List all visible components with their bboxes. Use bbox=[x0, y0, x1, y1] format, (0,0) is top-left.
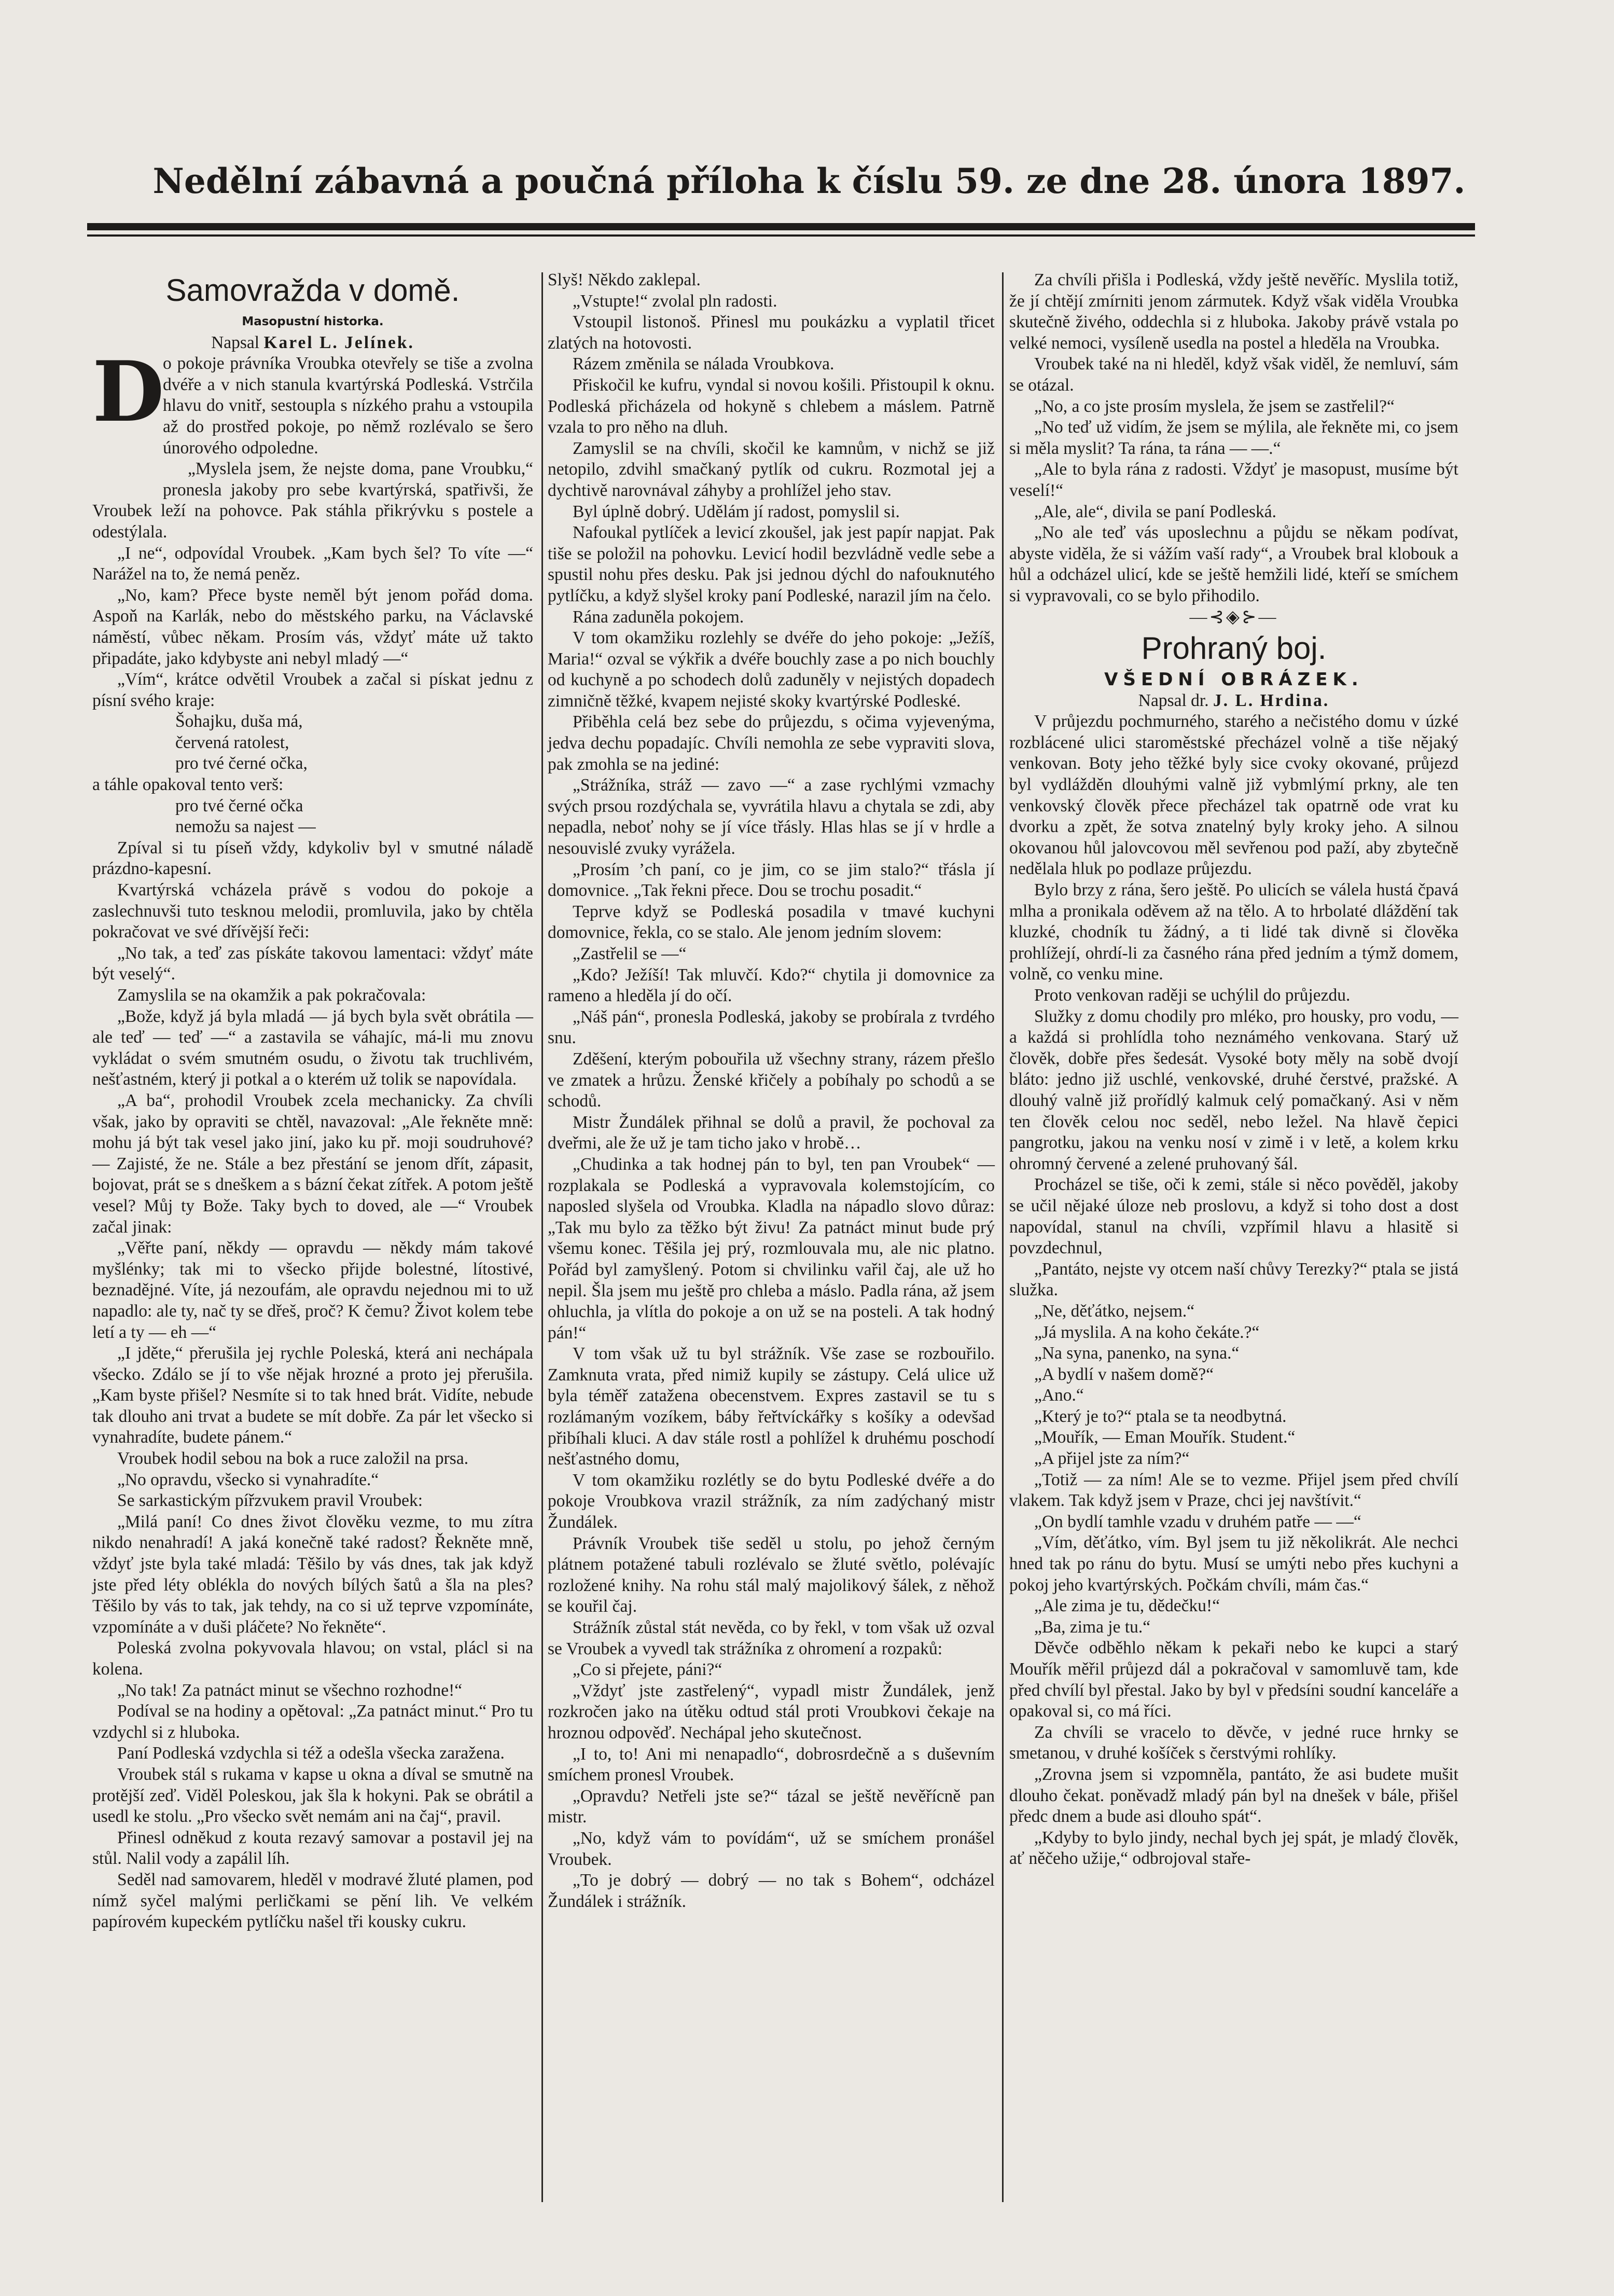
paragraph bbox=[548, 354, 995, 375]
paragraph-text: „Ale to byla rána z radosti. Vždyť je masopust, musíme být veselí!“ bbox=[1009, 460, 1458, 500]
masthead: Nedělní zábavná a poučná příloha k číslu 59. ze dne 28. února 1897. bbox=[152, 161, 1466, 201]
paragraph-text: „Ne, děťátko, nejsem.“ bbox=[1034, 1301, 1195, 1321]
paragraph bbox=[548, 607, 995, 628]
paragraph-text: Poleská zvolna pokyvovala hlavou; on vstal, plácl si na kolena. bbox=[92, 1638, 533, 1679]
paragraph bbox=[548, 628, 995, 712]
paragraph bbox=[92, 585, 533, 669]
paragraph bbox=[548, 1617, 995, 1659]
paragraph bbox=[92, 1828, 533, 1870]
paragraph bbox=[1009, 354, 1458, 396]
paragraph-text: pro tvé černé očka, bbox=[175, 754, 308, 773]
paragraph-text: „No, kam? Přece byste neměl být jenom pořád doma. Aspoň na Karlák, nebo do městského parku, na Václavské náměstí, vůbec někam. Prosím vás, vždyť máte už takto připadáte, jako kdybyste ani nebyl mladý —“ bbox=[92, 585, 533, 668]
paragraph bbox=[548, 712, 995, 775]
paragraph bbox=[1009, 1470, 1458, 1512]
story1-body-col2 bbox=[548, 270, 995, 1912]
paragraph-text: „No, a co jste prosím myslela, že jsem se zastřelil?“ bbox=[1034, 396, 1395, 416]
paragraph bbox=[92, 1090, 533, 1238]
paragraph-text: „Strážníka, stráž — zavo —“ a zase rychlými vzmachy svých prsou rozdýchala se, vyvrátila hlavu a chytala se zdi, aby nepadla, neboť nohy se jí více třásly. Hlas hlas se jí v hrdle a nesouvislé zvuky vyrážela. bbox=[548, 776, 995, 859]
paragraph bbox=[1009, 1596, 1458, 1617]
story2-body bbox=[1009, 711, 1458, 1870]
paragraph-text: Služky z domu chodily pro mléko, pro housky, pro vodu, — a každá si prohlídla toho neznámého venkovana. Starý už člověk, dobře přes šedesát. Vysoké boty měly na sobě dvojí bláto: jedno již uschlé, venkovské, druhé čerstvé, pražské. A dlouhý valně již prořídlý kalmuk celý pomačkaný. Asi v něm ten člověk celou noc seděl, nebo ležel. Na hlavě čepici pangrotku, jakou na venku nosí v zimě i v letě, a kolem krku ohromný červené a zelené pruhovaný šál. bbox=[1009, 1006, 1458, 1173]
paragraph-text: Nafoukal pytlíček a levicí zkoušel, jak jest papír napjat. Pak tiše se položil na pohovku. Levicí hodil bezvládně vedle sebe a spustil nohu přes desku. Pak jsi jednou dýchl do nafouknutého pytlíčku, a když slyšel kroky paní Podleské, narazil jím na čelo. bbox=[548, 523, 995, 605]
paragraph-text: „On bydlí tamhle vzadu v druhém patře — —“ bbox=[1034, 1512, 1361, 1531]
paragraph bbox=[92, 1490, 533, 1512]
paragraph-text: „Já myslila. A na koho čekáte.?“ bbox=[1034, 1322, 1260, 1342]
paragraph bbox=[1009, 270, 1458, 354]
column-divider-1 bbox=[541, 272, 543, 2202]
paragraph-text: „Pantáto, nejste vy otcem naší chůvy Terezky?“ ptala se jistá služka. bbox=[1009, 1259, 1458, 1300]
paragraph-text: o pokoje právníka Vroubka otevřely se tiše a zvolna dvéře a v nich stanula kvartýrská Podleská. Vstrčila hlavu do vnitř, sestoupla s nízkého prahu a vstoupila až do prostřed pokoje, po němž rozlévalo se šero únorového odpoledne. bbox=[163, 354, 533, 458]
paragraph bbox=[1009, 1764, 1458, 1828]
column-1 bbox=[92, 270, 533, 1933]
story1-body-col3 bbox=[1009, 270, 1458, 607]
column-3 bbox=[1009, 270, 1458, 1870]
paragraph bbox=[1009, 1259, 1458, 1301]
paragraph-text: a táhle opakoval tento verš: bbox=[92, 775, 284, 795]
paragraph-text: nemožu sa najest — bbox=[175, 817, 316, 837]
paragraph bbox=[92, 1743, 533, 1764]
paragraph bbox=[548, 965, 995, 1007]
paragraph bbox=[1009, 396, 1458, 418]
paragraph bbox=[92, 1638, 533, 1680]
paragraph-text: „Ba, zima je tu.“ bbox=[1034, 1617, 1151, 1637]
paragraph bbox=[92, 796, 533, 817]
masthead-rule-thin bbox=[87, 234, 1475, 237]
paragraph-text: „Zastřelil se —“ bbox=[573, 944, 687, 963]
column-divider-2 bbox=[1002, 272, 1004, 2202]
paragraph-text: Bylo brzy z rána, šero ještě. Po ulicích se válela hustá čpavá mlha a pronikala oděvem až na tělo. A to hrbolaté dláždění tak kluzké, chodník tu žádný, a ti lidé tak divně si člověka prohlížejí, ohrdí-li za časného rána před jedním a týmž domem, volně, co venku mine. bbox=[1009, 880, 1458, 984]
paragraph bbox=[92, 1238, 533, 1343]
paragraph-text: Zamyslil se na chvíli, skočil ke kamnům, v nichž se již netopilo, zdvihl smačkaný pytlík od cukru. Rozmotal jej a dychtivě narovnával záhyby a prohlížel jeho stav. bbox=[548, 438, 995, 500]
paragraph-text: Přiskočil ke kufru, vyndal si novou košili. Přistoupil k oknu. Podleská přicházela od hokyně s chlebem a máslem. Patrně vzala to pro něho na dluh. bbox=[548, 375, 995, 437]
paragraph bbox=[548, 291, 995, 312]
byline-prefix: Napsal bbox=[211, 333, 260, 352]
byline-author: Karel L. Jelínek. bbox=[263, 333, 414, 352]
paragraph bbox=[92, 1701, 533, 1743]
paragraph bbox=[1009, 1448, 1458, 1470]
paragraph-text: Teprve když se Podleská posadila v tmavé kuchyni domovnice, řekla, co se stalo. Ale jenom jedním slovem: bbox=[548, 902, 995, 943]
paragraph-text: Rána zaduněla pokojem. bbox=[573, 607, 744, 627]
paragraph-text: Procházel se tiše, oči k zemi, stále si něco pověděl, jakoby se učil nějaké úloze neb proslovu, a když si toho dost a dost napovídal, stanul na chvíli, vzpřímil hlavu a hlasitě si povzdechnul, bbox=[1009, 1175, 1458, 1258]
paragraph-text: „Opravdu? Netřeli jste se?“ tázal se ještě nevěřícně pan mistr. bbox=[548, 1786, 995, 1827]
paragraph bbox=[1009, 711, 1458, 880]
paragraph bbox=[1009, 1343, 1458, 1364]
paragraph-text: „To je dobrý — dobrý — no tak s Bohem“, odcházel Žundálek i strážník. bbox=[548, 1871, 995, 1911]
story1-title: Samovražda v domě. bbox=[165, 273, 460, 308]
paragraph bbox=[92, 459, 533, 543]
paragraph bbox=[92, 1006, 533, 1090]
paragraph-text: pro tvé černé očka bbox=[175, 796, 303, 815]
paragraph bbox=[1009, 417, 1458, 459]
paragraph-text: „I ne“, odpovídal Vroubek. „Kam bych šel? To víte —“ Narážel na to, že nemá peněz. bbox=[92, 543, 533, 584]
paragraph bbox=[1009, 1512, 1458, 1533]
paragraph-text: „No tak! Za patnáct minut se všechno rozhodne!“ bbox=[117, 1680, 463, 1700]
paragraph-text: Proto venkovan raději se uchýlil do průjezdu. bbox=[1034, 986, 1351, 1005]
paragraph-text: Rázem změnila se nálada Vroubkova. bbox=[573, 354, 834, 374]
paragraph-text: Zděšení, kterým pobouřila už všechny strany, rázem přešlo ve zmatek a hrůzu. Ženské křičely a pobíhaly po schodů a se schodů. bbox=[548, 1049, 995, 1111]
paragraph bbox=[548, 1533, 995, 1617]
paragraph-text: „Na syna, panenko, na syna.“ bbox=[1034, 1344, 1240, 1363]
paragraph bbox=[548, 1870, 995, 1912]
paragraph-text: „No ale teď vás uposlechnu a půjdu se někam podívat, abyste viděla, že si vážím vaší rady“, a Vroubek bral klobouk a hůl a odcházel ulicí, kde se ještě hemžili lidé, kteří se smíchem si vypravovali, co se bylo přihodilo. bbox=[1009, 523, 1458, 605]
byline-prefix: Napsal dr. bbox=[1138, 690, 1209, 710]
paragraph-text: Se sarkastickým pířzvukem pravil Vroubek: bbox=[117, 1491, 423, 1511]
paragraph bbox=[92, 753, 533, 774]
paragraph bbox=[1009, 985, 1458, 1006]
paragraph bbox=[92, 985, 533, 1006]
paragraph-text: Šohajku, duša má, bbox=[175, 712, 303, 731]
paragraph bbox=[1009, 1301, 1458, 1322]
paragraph-text: „A bydlí v našem domě?“ bbox=[1034, 1364, 1214, 1384]
paragraph-text: Seděl nad samovarem, hleděl v modravé žluté plamen, pod nímž syčel malými perličkami se pění lih. Ve velkém papírovém kupeckém pytlíčku našel tři kousky cukru. bbox=[92, 1870, 533, 1932]
paragraph-text: „No opravdu, všecko si vynahradíte.“ bbox=[117, 1470, 379, 1489]
paragraph-text: „Prosím ’ch paní, co je jim, co se jim stalo?“ třásla jí domovnice. „Tak řekni přece. Dou se trochu posadit.“ bbox=[548, 860, 995, 901]
paragraph-text: červená ratolest, bbox=[175, 732, 289, 752]
paragraph-text: „I to, to! Ani mi nenapadlo“, dobrosrdečně a s duševním smíchem pronesl Vroubek. bbox=[548, 1744, 995, 1785]
paragraph bbox=[1009, 1006, 1458, 1175]
paragraph-text: „Ale, ale“, divila se paní Podleská. bbox=[1034, 502, 1276, 521]
paragraph bbox=[92, 1764, 533, 1828]
paragraph bbox=[548, 860, 995, 902]
paragraph-text: Vroubek hodil sebou na bok a ruce založil na prsa. bbox=[117, 1449, 469, 1469]
paragraph-text: Za chvíli se vracelo to děvče, v jedné ruce hrnky se smetanou, v druhé košíček s čerstvými rohlíky. bbox=[1009, 1722, 1458, 1763]
paragraph-text: „Věřte paní, někdy — opravdu — někdy mám takové myšlénky; tak mi to všecko přijde bolestné, lítostivé, beznadějné. Víte, já nezoufám, ale opravdu nejednou mi to už napadlo: ale ty, nač ty se dřeš, proč? K čemu? Život kolem tebe letí a ty — eh —“ bbox=[92, 1238, 533, 1342]
paragraph bbox=[1009, 459, 1458, 501]
paragraph bbox=[92, 1343, 533, 1448]
drop-cap: D bbox=[92, 343, 164, 441]
paragraph bbox=[548, 502, 995, 523]
paragraph bbox=[92, 943, 533, 985]
paragraph bbox=[92, 1680, 533, 1702]
paragraph-text: „Mouřík, — Eman Mouřík. Student.“ bbox=[1034, 1428, 1296, 1447]
paragraph bbox=[1009, 1638, 1458, 1722]
paragraph bbox=[1009, 880, 1458, 985]
paragraph bbox=[92, 732, 533, 754]
paragraph-text: „Náš pán“, pronesla Podleská, jakoby se probírala z tvrdého snu. bbox=[548, 1007, 995, 1048]
paragraph bbox=[92, 817, 533, 838]
byline-author: J. L. Hrdina. bbox=[1213, 690, 1330, 710]
section-ornament: —⊰◈⊱— bbox=[1189, 607, 1278, 627]
paragraph bbox=[92, 880, 533, 943]
paragraph-text: Strážník zůstal stát nevěda, co by řekl, v tom však už ozval se Vroubek a vyvedl tak strážníka z ohromení a rozpaků: bbox=[548, 1618, 995, 1658]
paragraph-text: „Ano.“ bbox=[1034, 1386, 1084, 1405]
paragraph-text: „Vím“, krátce odvětil Vroubek a začal si pískat jednu z písní svého kraje: bbox=[92, 670, 533, 710]
paragraph bbox=[548, 1659, 995, 1681]
paragraph bbox=[548, 775, 995, 859]
paragraph bbox=[548, 1828, 995, 1870]
paragraph-text: Zamyslila se na okamžik a pak pokračovala: bbox=[117, 986, 426, 1005]
paragraph bbox=[548, 1344, 995, 1470]
paragraph-text: Vroubek stál s rukama v kapse u okna a díval se smutně na protější zeď. Viděl Poleskou, jak šla k hokyni. Pak se obrátil a usedl ke stolu. „Pro všecko svět nemám ani na čaj“, pravil. bbox=[92, 1764, 533, 1827]
paragraph-text: V průjezdu pochmurného, starého a nečistého domu v úzké rozblácené ulici staroměstské přecházel volně a tiše nějaký venkovan. Boty jeho těžké byly sice cvoky okované, průjezd byl vydlážděn dlouhými valně již vybmlýmí prkny, ale ten venkovský člověk přece přecházel tak opatrně ode vrat ku dvorku a zpět, že sotva znatelný byly kroky jeho. A silnou okovanou hůl jalovcovou měl sevřenou pod paží, aby zbytečně nedělala hluk po podlaze průjezdu. bbox=[1009, 712, 1458, 879]
paragraph-text: „I jděte,“ přerušila jej rychle Poleská, která ani nechápala všecko. Zdálo se jí to vše nějak hrozné a proto jej přerušila. „Kam byste přišel? Nesmíte si to tak hned brát. Vidíte, nebude tak dlouho ani trvat a budete se mít dobře. Za pár let všecko si vynahradíte, budete pánem.“ bbox=[92, 1344, 533, 1447]
paragraph bbox=[548, 1681, 995, 1744]
paragraph-text: V tom však už tu byl strážník. Vše zase se rozbouřilo. Zamknuta vrata, před nimiž kupily se zástupy. Celá ulice už byla téměř zatažena obecenstvem. Expres zastavil se tu s rozlámaným vozíkem, báby řeřtvíckářky s košíky a odevšad přibíhali kluci. A dav stále rostl a pohlížel k druhému poschodí nešťastného domu, bbox=[548, 1344, 995, 1469]
column-2 bbox=[548, 270, 995, 1912]
paragraph bbox=[548, 1049, 995, 1112]
paragraph-text: Děvče odběhlo někam k pekaři nebo ke kupci a starý Mouřík měřil průjezd dál a pokračoval v samomluvě tam, kde před chvílí byl přestal. Jako by byl v předsíni soudní kanceláře a opakoval si, co má říci. bbox=[1009, 1638, 1458, 1721]
paragraph bbox=[548, 522, 995, 606]
paragraph-text: „Kdo? Ježíší! Tak mluvčí. Kdo?“ chytila ji domovnice za rameno a hleděla jí do očí. bbox=[548, 965, 995, 1006]
masthead-rule-thick bbox=[87, 223, 1475, 230]
paragraph-text: „Vždyť jste zastřelený“, vypadl mistr Žundálek, jenž rozkročen jako na útěku odtud stál proti Vroubkovi čekaje na hroznou odpověď. Nechápal jeho skutečnost. bbox=[548, 1681, 995, 1742]
paragraph-text: „A ba“, prohodil Vroubek zcela mechanicky. Za chvíli však, jako by opraviti se chtěl, navazoval: „Ale řekněte mně: mohu já být tak vesel jako jiní, jako ku př. moji soudruhové? — Zajisté, že ne. Stále a bez přestání se jenom dřít, zápasit, bojovat, prát se s dneškem a s bázní čekat zítřek. A potom ještě vesel? Můj ty Bože. Taky bych to doved, ale —“ Vroubek začal jinak: bbox=[92, 1090, 533, 1237]
paragraph-text: „Ale zima je tu, dědečku!“ bbox=[1034, 1596, 1220, 1616]
paragraph bbox=[548, 438, 995, 502]
paragraph-text: „Chudinka a tak hodnej pán to byl, ten pan Vroubek“ — rozplakala se Podleská a vypravovala kolemstojícím, co naposled slyšela od Vroubka. Kladla na nápadlo slovo důraz: „Tak mu bylo za těžko být živu! Za patnáct minut bude prý všemu konec. Těšila jej prý, rozmlouvala mu, ale nic platno. Pořád byl zamyšlený. Potom si chvilinku vařil čaj, ale už ho nepil. Šla jsem mu ještě pro chleba a máslo. Padla rána, až jsem ohluchla, ja vlítla do pokoje a on už se na posteli. A tak hodný pán!“ bbox=[548, 1154, 995, 1343]
paragraph-text: „No tak, a teď zas pískáte takovou lamentaci: vždyť máte být veselý“. bbox=[92, 943, 533, 984]
paragraph-text: „Vstupte!“ zvolal pln radosti. bbox=[573, 291, 777, 311]
paragraph bbox=[92, 1870, 533, 1933]
paragraph bbox=[548, 1470, 995, 1533]
paragraph bbox=[1009, 502, 1458, 523]
paragraph bbox=[548, 1154, 995, 1344]
paragraph bbox=[1009, 1532, 1458, 1596]
paragraph-text: Byl úplně dobrý. Udělám jí radost, pomyslil si. bbox=[573, 502, 900, 521]
paragraph-text: Právník Vroubek tiše seděl u stolu, po jehož černým plátnem potažené tabuli rozlévalo se žluté světlo, polévajíc rozložené knihy. Na rohu stál malý majolikový šálek, z něhož se kouřil čaj. bbox=[548, 1533, 995, 1616]
paragraph bbox=[548, 902, 995, 944]
paragraph-text: „No teď už vidím, že jsem se mýlila, ale řekněte mi, co jsem si měla myslit? Ta rána, ta rána — —.“ bbox=[1009, 418, 1458, 458]
paragraph bbox=[548, 1786, 995, 1828]
paragraph-text: „Který je to?“ ptala se ta neodbytná. bbox=[1034, 1406, 1287, 1426]
story2-subtitle: VŠEDNÍ OBRÁZEK. bbox=[1104, 669, 1363, 690]
paragraph-text: Slyš! Někdo zaklepal. bbox=[548, 270, 701, 289]
story1-body-col1 bbox=[92, 343, 533, 1933]
story2-title: Prohraný boj. bbox=[1141, 631, 1327, 666]
paragraph bbox=[1009, 1828, 1458, 1870]
paragraph-text: „Milá paní! Co dnes život člověku vezme, to mu zítra nikdo nenahradí! A jaká konečně také radost? Řekněte mně, vždyť jste byla také mladá: Těšilo by vás dnes, tak jak když jste před léty oblékla do nových bílých šatů a šla na ples? Těšilo by vás to tak, jak tehdy, na co si už teprve vzpomínáte, vzpomínáte a v duši pláčete? No řekněte“. bbox=[92, 1512, 533, 1637]
paragraph-text: Podíval se na hodiny a opětoval: „Za patnáct minut.“ Pro tu vzdychl si z hluboka. bbox=[92, 1702, 533, 1742]
paragraph-text: „Kdyby to bylo jindy, nechal bych jej spát, je mladý člověk, ať něčeho užije,“ odbrojoval staře- bbox=[1009, 1828, 1458, 1869]
paragraph-text: „Bože, když já byla mladá — já bych byla svět obrátila — ale teď — teď —“ a zastavila se váhajíc, má-li mu znovu vykládat o svém smutném osudu, o životu tak truchlivém, nešťastném, který ji potkal a o kterém už tolik se napovídala. bbox=[92, 1006, 533, 1089]
paragraph bbox=[1009, 1617, 1458, 1638]
paragraph-text: „Zrovna jsem si vzpomněla, pantáto, že asi budete mušit dlouho čekat. poněvadž mladý pán byl na dnešek v bále, přišel předc dnem a bude asi dlouho spát“. bbox=[1009, 1764, 1458, 1827]
paragraph bbox=[92, 1512, 533, 1638]
paragraph bbox=[548, 1744, 995, 1786]
story1-subtitle: Masopustní historka. bbox=[242, 315, 384, 328]
paragraph-text: Paní Podleská vzdychla si též a odešla všecka zaražena. bbox=[117, 1744, 505, 1763]
paragraph bbox=[548, 270, 995, 291]
paragraph bbox=[548, 1112, 995, 1154]
paragraph-text: „No, když vám to povídám“, už se smíchem pronášel Vroubek. bbox=[548, 1828, 995, 1869]
paragraph-text: „A přijel jste za ním?“ bbox=[1034, 1449, 1190, 1469]
paragraph bbox=[92, 838, 533, 880]
paragraph bbox=[548, 944, 995, 965]
paragraph bbox=[1009, 1427, 1458, 1448]
paragraph bbox=[92, 711, 533, 732]
paragraph bbox=[92, 1448, 533, 1470]
paragraph bbox=[1009, 1722, 1458, 1764]
paragraph-text: Mistr Žundálek přihnal se dolů a pravil, že pochoval za dveřmi, ale že už je tam ticho jako v hrobě… bbox=[548, 1112, 995, 1153]
paragraph-text: „Vím, děťátko, vím. Byl jsem tu již několikrát. Ale nechci hned tak po ránu do bytu. Musí se umýti nebo přes kuchyni a pokoj jeho kvartýrských. Počkám chvíli, mám čas.“ bbox=[1009, 1533, 1458, 1595]
paragraph bbox=[548, 312, 995, 354]
paragraph-text: Zpíval si tu píseň vždy, kdykoliv byl v smutné náladě prázdno-kapesní. bbox=[92, 838, 533, 879]
paragraph bbox=[92, 543, 533, 585]
paragraph bbox=[92, 343, 533, 459]
paragraph bbox=[548, 375, 995, 438]
paragraph bbox=[1009, 1406, 1458, 1428]
paragraph bbox=[92, 669, 533, 711]
paragraph bbox=[548, 1007, 995, 1049]
paragraph-text: „Myslela jsem, že nejste doma, pane Vroubku,“ pronesla jakoby pro sebe kvartýrská, spatřivši, že Vroubek leží na pohovce. Pak stáhla přikrývku s postele a odestýlala. bbox=[92, 459, 533, 542]
paragraph bbox=[92, 774, 533, 796]
paragraph-text: Přiběhla celá bez sebe do průjezdu, s očima vyjevenýma, jedva dechu popadajíc. Chvíli nemohla ze sebe vypraviti slova, pak zmohla se na jediné: bbox=[548, 712, 995, 774]
paragraph-text: Vroubek také na ni hleděl, když však viděl, že nemluví, sám se otázal. bbox=[1009, 354, 1458, 395]
paragraph bbox=[1009, 522, 1458, 606]
paragraph-text: „Co si přejete, páni?“ bbox=[573, 1660, 722, 1680]
paragraph-text: Vstoupil listonoš. Přinesl mu poukázku a vyplatil třicet zlatých na hotovosti. bbox=[548, 312, 995, 353]
paragraph bbox=[1009, 1385, 1458, 1406]
paragraph bbox=[92, 1470, 533, 1491]
paragraph bbox=[1009, 1322, 1458, 1344]
paragraph-text: V tom okamžiku rozlétly se do bytu Podleské dvéře a do pokoje Vroubkova vrazil strážník, za ním zadýchaný mistr Žundálek. bbox=[548, 1470, 995, 1532]
paragraph-text: V tom okamžiku rozlehly se dvéře do jeho pokoje: „Ježíš, Maria!“ ozval se výkřik a dvéře bouchly zase a po nich bouchly od kuchyně a po schodech dolů zaduněly v nejistých dopadech zimničně těžké, kvapem nejisté skoky kvartýrské Podleské. bbox=[548, 628, 995, 711]
paragraph-text: Kvartýrská vcházela právě s vodou do pokoje a zaslechnuvši tuto tesknou melodii, promluvila, jako by chtěla pokračovat ve své dřívější řeči: bbox=[92, 880, 533, 942]
paragraph bbox=[1009, 1364, 1458, 1386]
paragraph-text: Přinesl odněkud z kouta rezavý samovar a postavil jej na stůl. Nalil vody a zapálil líh. bbox=[92, 1828, 533, 1869]
paragraph-text: „Totiž — za ním! Ale se to vezme. Přijel jsem před chvílí vlakem. Tak když jsem v Praze, chci jej navštívit.“ bbox=[1009, 1470, 1458, 1511]
story2-byline bbox=[1009, 690, 1458, 712]
paragraph bbox=[1009, 1174, 1458, 1258]
paragraph-text: Za chvíli přišla i Podleská, vždy ještě nevěříc. Myslila totiž, že jí chtějí zmírniti jenom zármutek. Když však viděla Vroubka skutečně živého, oddechla si z hluboka. Jakoby právě vstala po velké nemoci, vysíleně usedla na postel a hleděla na Vroubka. bbox=[1009, 270, 1458, 353]
